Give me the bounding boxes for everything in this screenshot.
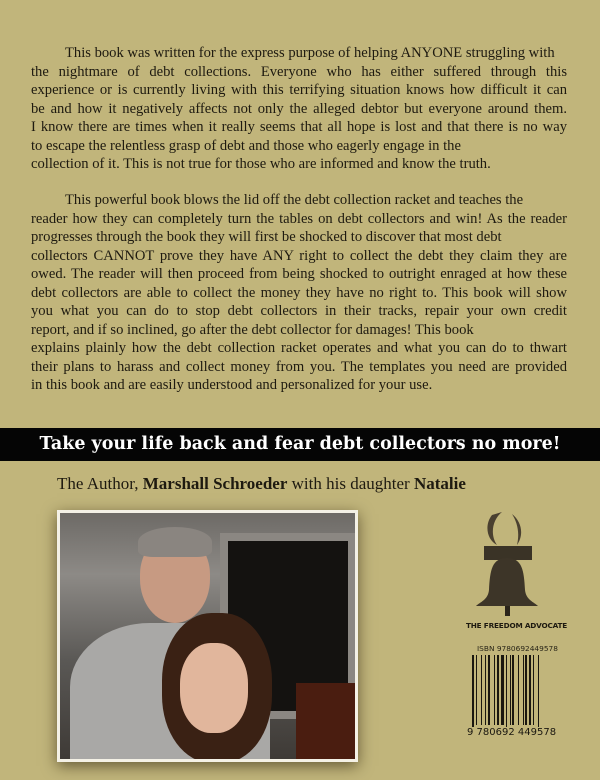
author-name: Marshall Schroeder bbox=[142, 474, 288, 493]
description-paragraph bbox=[31, 191, 567, 395]
barcode bbox=[472, 655, 560, 731]
barcode-bar bbox=[481, 655, 482, 725]
author-photo bbox=[57, 510, 358, 762]
text-line: the nightmare of debt collections. Everyone who has either suffered through this bbox=[31, 63, 567, 80]
text-line: collectors CANNOT prove they have ANY right to collect the debt they claim they are bbox=[31, 247, 567, 264]
text-line: reader how they can completely turn the tables on debt collectors and win! As the reader bbox=[31, 210, 567, 227]
barcode-bar bbox=[523, 655, 524, 725]
barcode-bar bbox=[525, 655, 527, 725]
barcode-digits: 9 780692 449578 bbox=[467, 727, 557, 738]
text-line: owed. The reader will then proceed from being shocked to outright enraged at how these bbox=[31, 266, 567, 282]
text-line: This powerful book blows the lid off the debt collection racket and teaches the bbox=[65, 192, 524, 208]
publisher-name: THE FREEDOM ADVOCATE bbox=[466, 621, 568, 630]
barcode-bar bbox=[512, 655, 514, 725]
girl-face bbox=[180, 643, 248, 733]
caption-prefix: The Author, bbox=[57, 474, 143, 493]
barcode-bar bbox=[476, 655, 477, 725]
man-hair bbox=[138, 527, 212, 557]
text-line: I know there are times when it really seems that all hope is lost and that there is no way bbox=[31, 119, 567, 135]
text-line: in this book and are easily understood and personalized for your use. bbox=[31, 377, 433, 393]
barcode-bar bbox=[533, 655, 534, 725]
liberty-bell-logo-icon bbox=[462, 510, 552, 620]
text-line: progresses through the book they will first be shocked to discover that most debt bbox=[31, 229, 502, 245]
barcode-bar bbox=[506, 655, 507, 731]
chair bbox=[296, 683, 356, 762]
barcode-bar bbox=[518, 655, 519, 725]
text-line: This book was written for the express purpose of helping ANYONE struggling with bbox=[65, 45, 555, 61]
barcode-bar bbox=[472, 655, 474, 731]
text-line: collection of it. This is not true for those who are informed and know the truth. bbox=[31, 156, 491, 172]
text-line: to escape the relentless grasp of debt and those who eagerly engage in the bbox=[31, 137, 461, 154]
text-line: experience or is currently living with this terrifying situation knows how difficult it can bbox=[31, 82, 567, 98]
barcode-bar bbox=[501, 655, 504, 725]
barcode-bar bbox=[538, 655, 539, 731]
isbn-label: ISBN 9780692449578 bbox=[477, 644, 558, 653]
barcode-bar bbox=[488, 655, 490, 725]
barcode-bar bbox=[494, 655, 495, 725]
daughter-name: Natalie bbox=[413, 474, 466, 493]
barcode-bar bbox=[497, 655, 499, 725]
text-line: their plans to harass and collect money from you. The templates you need are provided bbox=[31, 358, 567, 375]
barcode-bar bbox=[485, 655, 486, 725]
caption-middle: with his daughter bbox=[287, 474, 414, 493]
text-line: you what you can do to stop debt collectors in their tracks, repair your own credit bbox=[31, 303, 567, 319]
author-caption bbox=[57, 474, 466, 494]
text-line: be and how it negatively affects not only the alleged debtor but everyone around them. bbox=[31, 100, 567, 117]
text-line: explains plainly how the debt collection racket operates and what you can do to thwart bbox=[31, 340, 567, 356]
text-line: debt collectors are able to collect the money they have no right to. This book will show bbox=[31, 284, 567, 301]
barcode-bar bbox=[510, 655, 511, 725]
barcode-bar bbox=[529, 655, 531, 725]
tagline-banner: Take your life back and fear debt collectors no more! bbox=[0, 428, 600, 461]
text-line: report, and if so inclined, go after the debt collector for damages! This book bbox=[31, 321, 474, 338]
intro-paragraph bbox=[31, 44, 567, 174]
